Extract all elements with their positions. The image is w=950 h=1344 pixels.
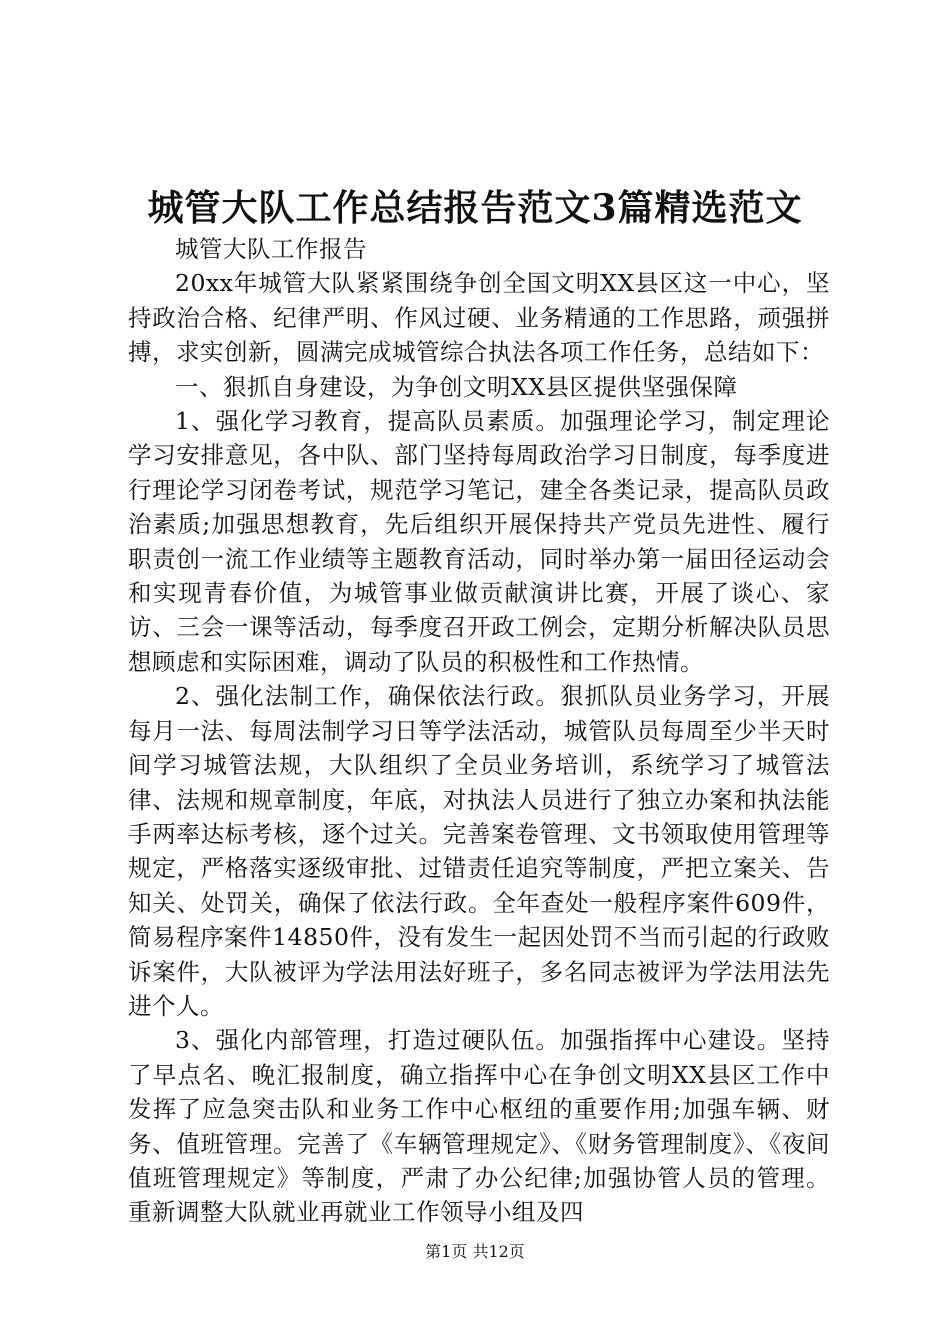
paragraph-item-2: 2、强化法制工作，确保依法行政。狠抓队员业务学习，开展每月一法、每周法制学习日等学法活动，城管队员每周至少半天时间学习城管法规，大队组织了全员业务培训，系统学习了城管法律、法规和规章制度，年底，对执法人员进行了独立办案和执法能手两率达标考核，逐个过关。完善案卷管理、文书领取使用管理等规定，严格落实逐级审批、过错责任追究等制度，严把立案关、告知关、处罚关，确保了依法行政。全年查处一般程序案件609件，简易程序案件14850件，没有发生一起因处罚不当而引起的行政败诉案件，大队被评为学法用法好班子，多名同志被评为学法用法先进个人。 [128,682,830,1020]
paragraph-item-1: 1、强化学习教育，提高队员素质。加强理论学习，制定理论学习安排意见，各中队、部门坚持每周政治学习日制度，每季度进行理论学习闭卷考试，规范学习笔记，建全各类记录，提高队员政治素质;加强思想教育，先后组织开展保持共产党员先进性、履行职责创一流工作业绩等主题教育活动，同时举办第一届田径运动会和实现青春价值，为城管事业做贡献演讲比赛，开展了谈心、家访、三会一课等活动，每季度召开政工例会，定期分析解决队员思想顾虑和实际困难，调动了队员的积极性和工作热情。 [128,407,830,676]
document-title: 城管大队工作总结报告范文3篇精选范文 [147,187,803,229]
section-heading-1: 一、狠抓自身建设，为争创文明XX县区提供坚强保障 [175,372,738,401]
page-footer: 第1页 共12页 [425,1242,525,1261]
paragraph-subtitle: 城管大队工作报告 [175,235,367,263]
document-body [128,232,830,1230]
paragraph-item-3: 3、强化内部管理，打造过硬队伍。加强指挥中心建设。坚持了早点名、晚汇报制度，确立指挥中心在争创文明XX县区工作中发挥了应急突击队和业务工作中心枢纽的重要作用;加强车辆、财务、值班管理。完善了《车辆管理规定》、《财务管理制度》、《夜间值班管理规定》等制度，严肃了办公纪律;加强协管人员的管理。重新调整大队就业再就业工作领导小组及四 [128,1026,830,1227]
paragraph-intro: 20xx年城管大队紧紧围绕争创全国文明XX县区这一中心，坚持政治合格、纪律严明、作风过硬、业务精通的工作思路，顽强拼搏，求实创新，圆满完成城管综合执法各项工作任务，总结如下： [128,269,830,367]
